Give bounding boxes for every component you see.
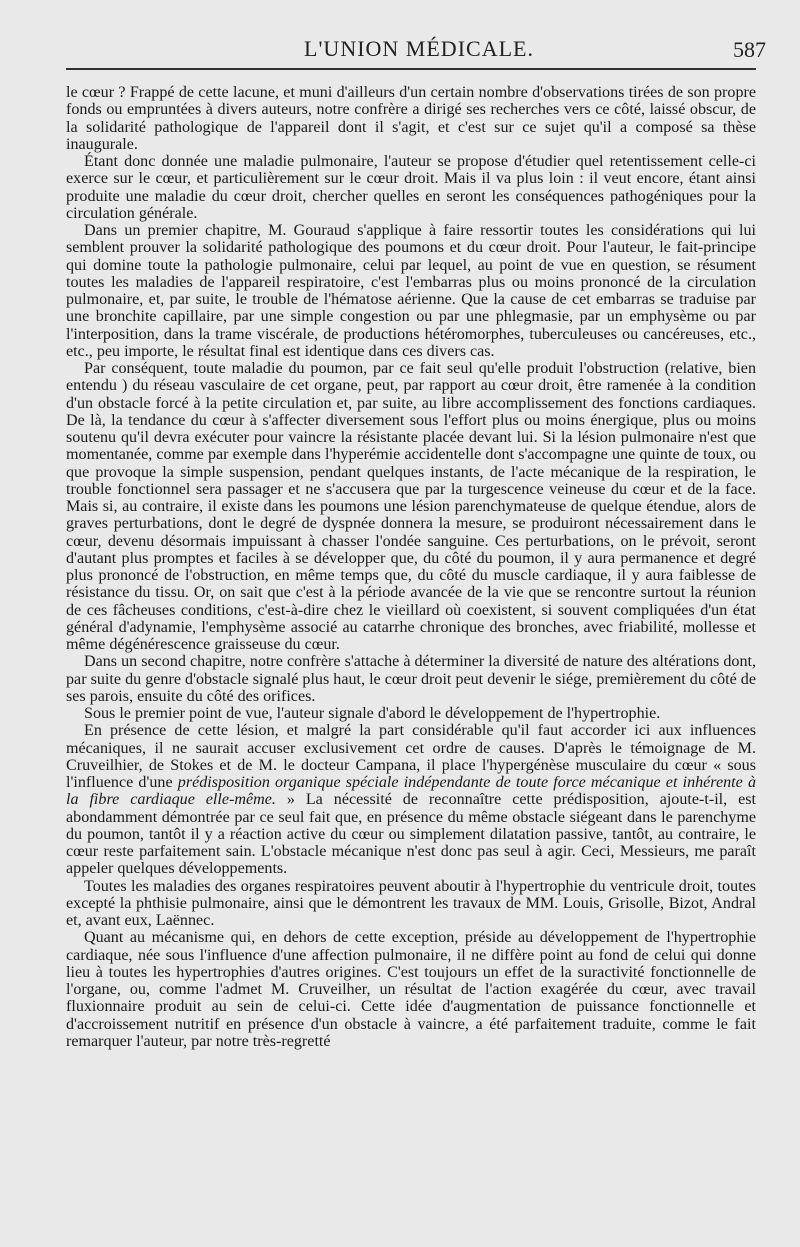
- running-title: L'UNION MÉDICALE.: [304, 36, 534, 61]
- header-rule: [66, 68, 756, 70]
- paragraph: Dans un second chapitre, notre confrère s'attache à déterminer la diversité de nature des altérations dont, par suite du genre d'obstacle signalé plus haut, le cœur droit peut devenir le siége, premièrement du côté de ses parois, ensuite du côté des orifices.: [66, 653, 756, 705]
- paragraph: Étant donc donnée une maladie pulmonaire, l'auteur se propose d'étudier quel retentissement celle-ci exerce sur le cœur, et particulièrement sur le cœur droit. Mais il va plus loin : il veut encore, étant ainsi produite une maladie du cœur droit, chercher quelles en seront les conséquences pathogéniques pour la circulation générale.: [66, 153, 756, 222]
- paragraph: le cœur ? Frappé de cette lacune, et muni d'ailleurs d'un certain nombre d'observations tirées de son propre fonds ou empruntées à divers auteurs, notre confrère a dirigé ses recherches vers ce côté, laissé obscur, de la solidarité pathologique de l'appareil dont il s'agit, et c'est sur ce sujet qu'il a composé sa thèse inaugurale.: [66, 84, 756, 153]
- page-header: [66, 30, 772, 70]
- italic-quotation: prédisposition organique spéciale indépendante de toute force mécanique et inhérente à la fibre cardiaque elle-même.: [66, 774, 756, 809]
- paragraph: Par conséquent, toute maladie du poumon, par ce fait seul qu'elle produit l'obstruction (relative, bien entendu ) du réseau vasculaire de cet organe, peut, par rapport au cœur droit, être ramenée à la condition d'un obstacle forcé à la petite circulation et, par suite, au libre accomplissement des fonctions cardiaques. De là, la tendance du cœur à s'affecter diversement sous l'effort plus ou moins énergique, plus ou moins soutenu qu'il devra exécuter pour vaincre la résistante placée devant lui. Si la lésion pulmonaire n'est que momentanée, comme par exemple dans l'hyperémie accidentelle dont s'accompagne une quinte de toux, ou que provoque la simple suspension, pendant quelques instants, de l'acte mécanique de la respiration, le trouble fonctionnel sera passager et ne s'accusera que par la turgescence veineuse du cœur et de la face. Mais si, au contraire, il existe dans les poumons une lésion parenchymateuse de quelque étendue, alors de graves perturbations, dont le degré de dyspnée donnera la mesure, se produiront nécessairement dans le cœur, devenu désormais impuissant à chasser l'ondée sanguine. Ces perturbations, on le prévoit, seront d'autant plus promptes et faciles à se développer que, du côté du poumon, il y aura permanence et degré plus prononcé de l'obstruction, en même temps que, du côté du muscle cardiaque, il y aura faiblesse de résistance du tissu. Or, on sait que c'est à la période avancée de la vie que se rencontre surtout la réunion de ces fâcheuses conditions, c'est-à-dire chez le vieillard où coexistent, si souvent compliquées d'un état général d'adynamie, l'emphysème associé au catarrhe chronique des bronches, avec friabilité, mollesse et même dégénérescence graisseuse du cœur.: [66, 360, 756, 653]
- paragraph: Toutes les maladies des organes respiratoires peuvent aboutir à l'hypertrophie du ventricule droit, toutes excepté la phthisie pulmonaire, ainsi que le démontrent les travaux de MM. Louis, Grisolle, Bizot, Andral et, avant eux, Laënnec.: [66, 877, 756, 929]
- page-number: 587: [733, 37, 766, 62]
- quote-lead-in: En présence de cette lésion, et malgré la part considérable qu'il faut accorder ici aux influences mécaniques, il ne saurait accuser exclusivement cet ordre de causes. D'après le témoignage de M. Cruveilhier, de Stokes et de M. le docteur Campana, il place l'hypergénèse musculaire du cœur « sous l'influence d'une: [66, 722, 756, 791]
- paragraph: Sous le premier point de vue, l'auteur signale d'abord le développement de l'hypertrophie.: [84, 705, 661, 722]
- quote-continuation: » La nécessité de reconnaître cette prédisposition, ajoute-t-il, est abondamment démontrée par ce seul fait que, en présence du même obstacle siégeant dans le parenchyme du poumon, tantôt il y a réaction active du cœur ou simplement dilatation passive, tantôt, au contraire, le cœur reste parfaitement sain. L'obstacle mécanique n'est donc pas seul à agir. Ceci, Messieurs, me paraît appeler quelques développements.: [66, 791, 756, 878]
- paragraph-with-quote: [66, 722, 756, 877]
- article-body: [66, 84, 756, 1050]
- paragraph: Dans un premier chapitre, M. Gouraud s'applique à faire ressortir toutes les considérations qui lui semblent prouver la solidarité pathologique des poumons et du cœur droit. Pour l'auteur, le fait-principe qui domine toute la pathologie pulmonaire, celui par lequel, au point de vue en question, se résument toutes les maladies de l'appareil respiratoire, c'est l'embarras plus ou moins prononcé de la circulation pulmonaire, et, par suite, le trouble de l'hématose aérienne. Que la cause de cet embarras se traduise par une bronchite capillaire, par une simple congestion ou par une phlegmasie, par un emphysème ou par l'interposition, dans la trame viscérale, de productions hétéromorphes, tuberculeuses ou cancéreuses, etc., etc., peu importe, le résultat final est identique dans ces divers cas.: [66, 222, 756, 360]
- paragraph: Quant au mécanisme qui, en dehors de cette exception, préside au développement de l'hypertrophie cardiaque, née sous l'influence d'une affection pulmonaire, il ne diffère point au fond de celui qui donne lieu à toutes les hypertrophies d'autres origines. C'est toujours un effet de la suractivité fonctionnelle de l'organe, ou, comme l'admet M. Cruveilher, un résultat de l'action exagérée du cœur, avec travail fluxionnaire produit au sein de celui-ci. Cette idée d'augmentation de puissance fonctionnelle et d'accroissement nutritif en présence d'un obstacle à vaincre, a été parfaitement traduite, comme le fait remarquer l'auteur, par notre très-regretté: [66, 929, 756, 1050]
